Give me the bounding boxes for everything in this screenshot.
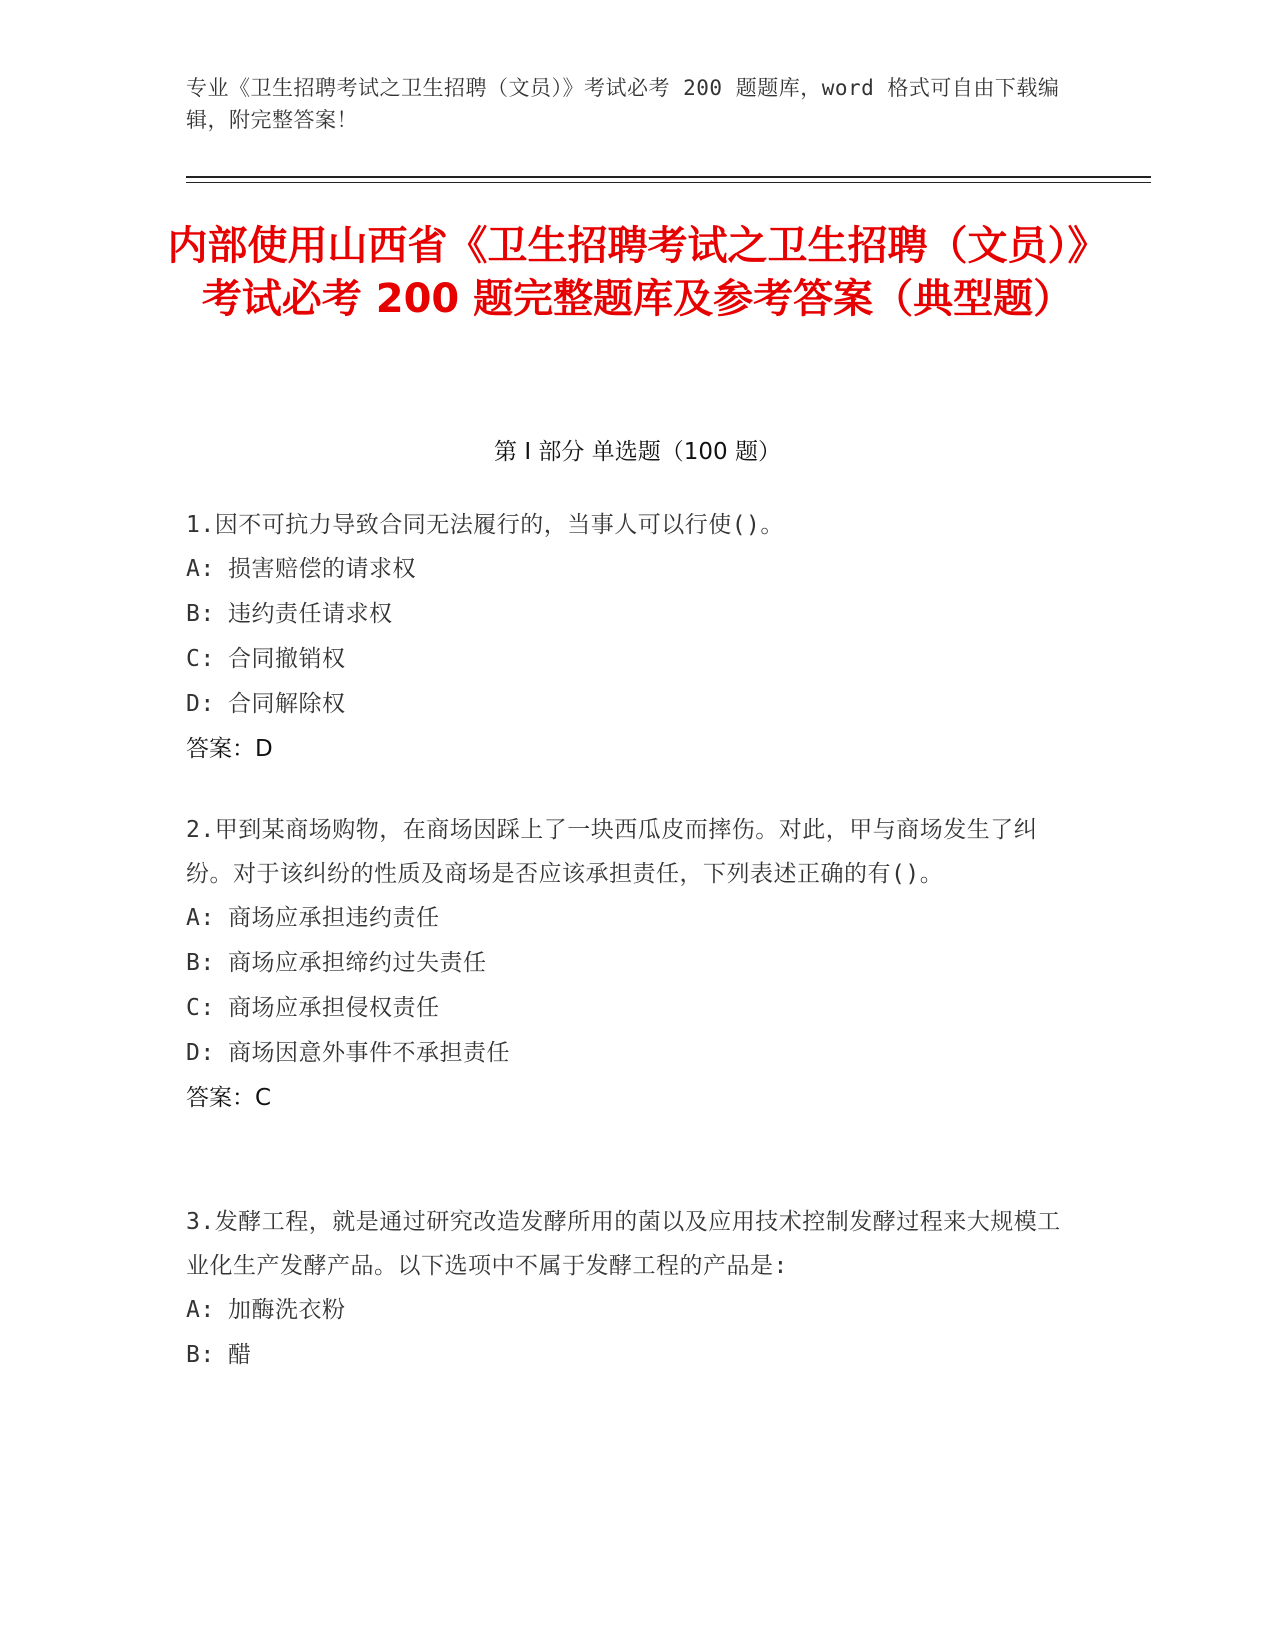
question-stem: 2.甲到某商场购物，在商场因踩上了一块西瓜皮而摔伤。对此，甲与商场发生了纠纷。对于该纠纷的性质及商场是否应该承担责任，下列表述正确的有()。	[186, 817, 1038, 887]
option-letter: C:	[186, 995, 215, 1021]
option-text: 加酶洗衣粉	[228, 1297, 346, 1323]
option-letter: D:	[186, 1040, 215, 1066]
option-letter: C:	[186, 646, 215, 672]
option-letter: A:	[186, 556, 215, 582]
option-text: 合同解除权	[228, 691, 346, 717]
option-letter: D:	[186, 691, 215, 717]
option-text: 商场应承担缔约过失责任	[228, 950, 487, 976]
option-letter: B:	[186, 1342, 215, 1368]
option-b	[186, 941, 1066, 986]
header-note: 专业《卫生招聘考试之卫生招聘（文员）》考试必考 200 题题库，word 格式可自由下载编辑，附完整答案！	[186, 76, 1060, 132]
question-stem: 3.发酵工程，就是通过研究改造发酵所用的菌以及应用技术控制发酵过程来大规模工业化生产发酵产品。以下选项中不属于发酵工程的产品是:	[186, 1209, 1061, 1279]
document-title: 内部使用山西省《卫生招聘考试之卫生招聘（文员）》考试必考 200 题完整题库及参考答案（典型题）	[167, 223, 1108, 322]
option-text: 合同撤销权	[228, 646, 346, 672]
option-text: 醋	[228, 1342, 252, 1368]
section-heading: 第 I 部分 单选题（100 题）	[494, 439, 781, 465]
option-text: 商场因意外事件不承担责任	[228, 1040, 510, 1066]
question-2	[186, 808, 1066, 1121]
option-b	[186, 1333, 1066, 1378]
option-text: 损害赔偿的请求权	[228, 556, 416, 582]
option-letter: A:	[186, 905, 215, 931]
question-3	[186, 1200, 1066, 1378]
option-letter: A:	[186, 1297, 215, 1323]
header-divider-thin	[186, 182, 1151, 183]
question-stem: 1.因不可抗力导致合同无法履行的，当事人可以行使()。	[186, 512, 784, 538]
option-d	[186, 1031, 1066, 1076]
option-a	[186, 896, 1066, 941]
question-1	[186, 503, 1066, 772]
answer-text: 答案：C	[186, 1085, 272, 1111]
option-letter: B:	[186, 950, 215, 976]
option-a	[186, 547, 1066, 592]
option-c	[186, 986, 1066, 1031]
option-a	[186, 1288, 1066, 1333]
option-text: 违约责任请求权	[228, 601, 393, 627]
option-b	[186, 592, 1066, 637]
answer-text: 答案：D	[186, 736, 273, 762]
option-text: 商场应承担侵权责任	[228, 995, 440, 1021]
option-letter: B:	[186, 601, 215, 627]
option-c	[186, 637, 1066, 682]
header-divider-thick	[186, 176, 1151, 178]
option-text: 商场应承担违约责任	[228, 905, 440, 931]
option-d	[186, 682, 1066, 727]
